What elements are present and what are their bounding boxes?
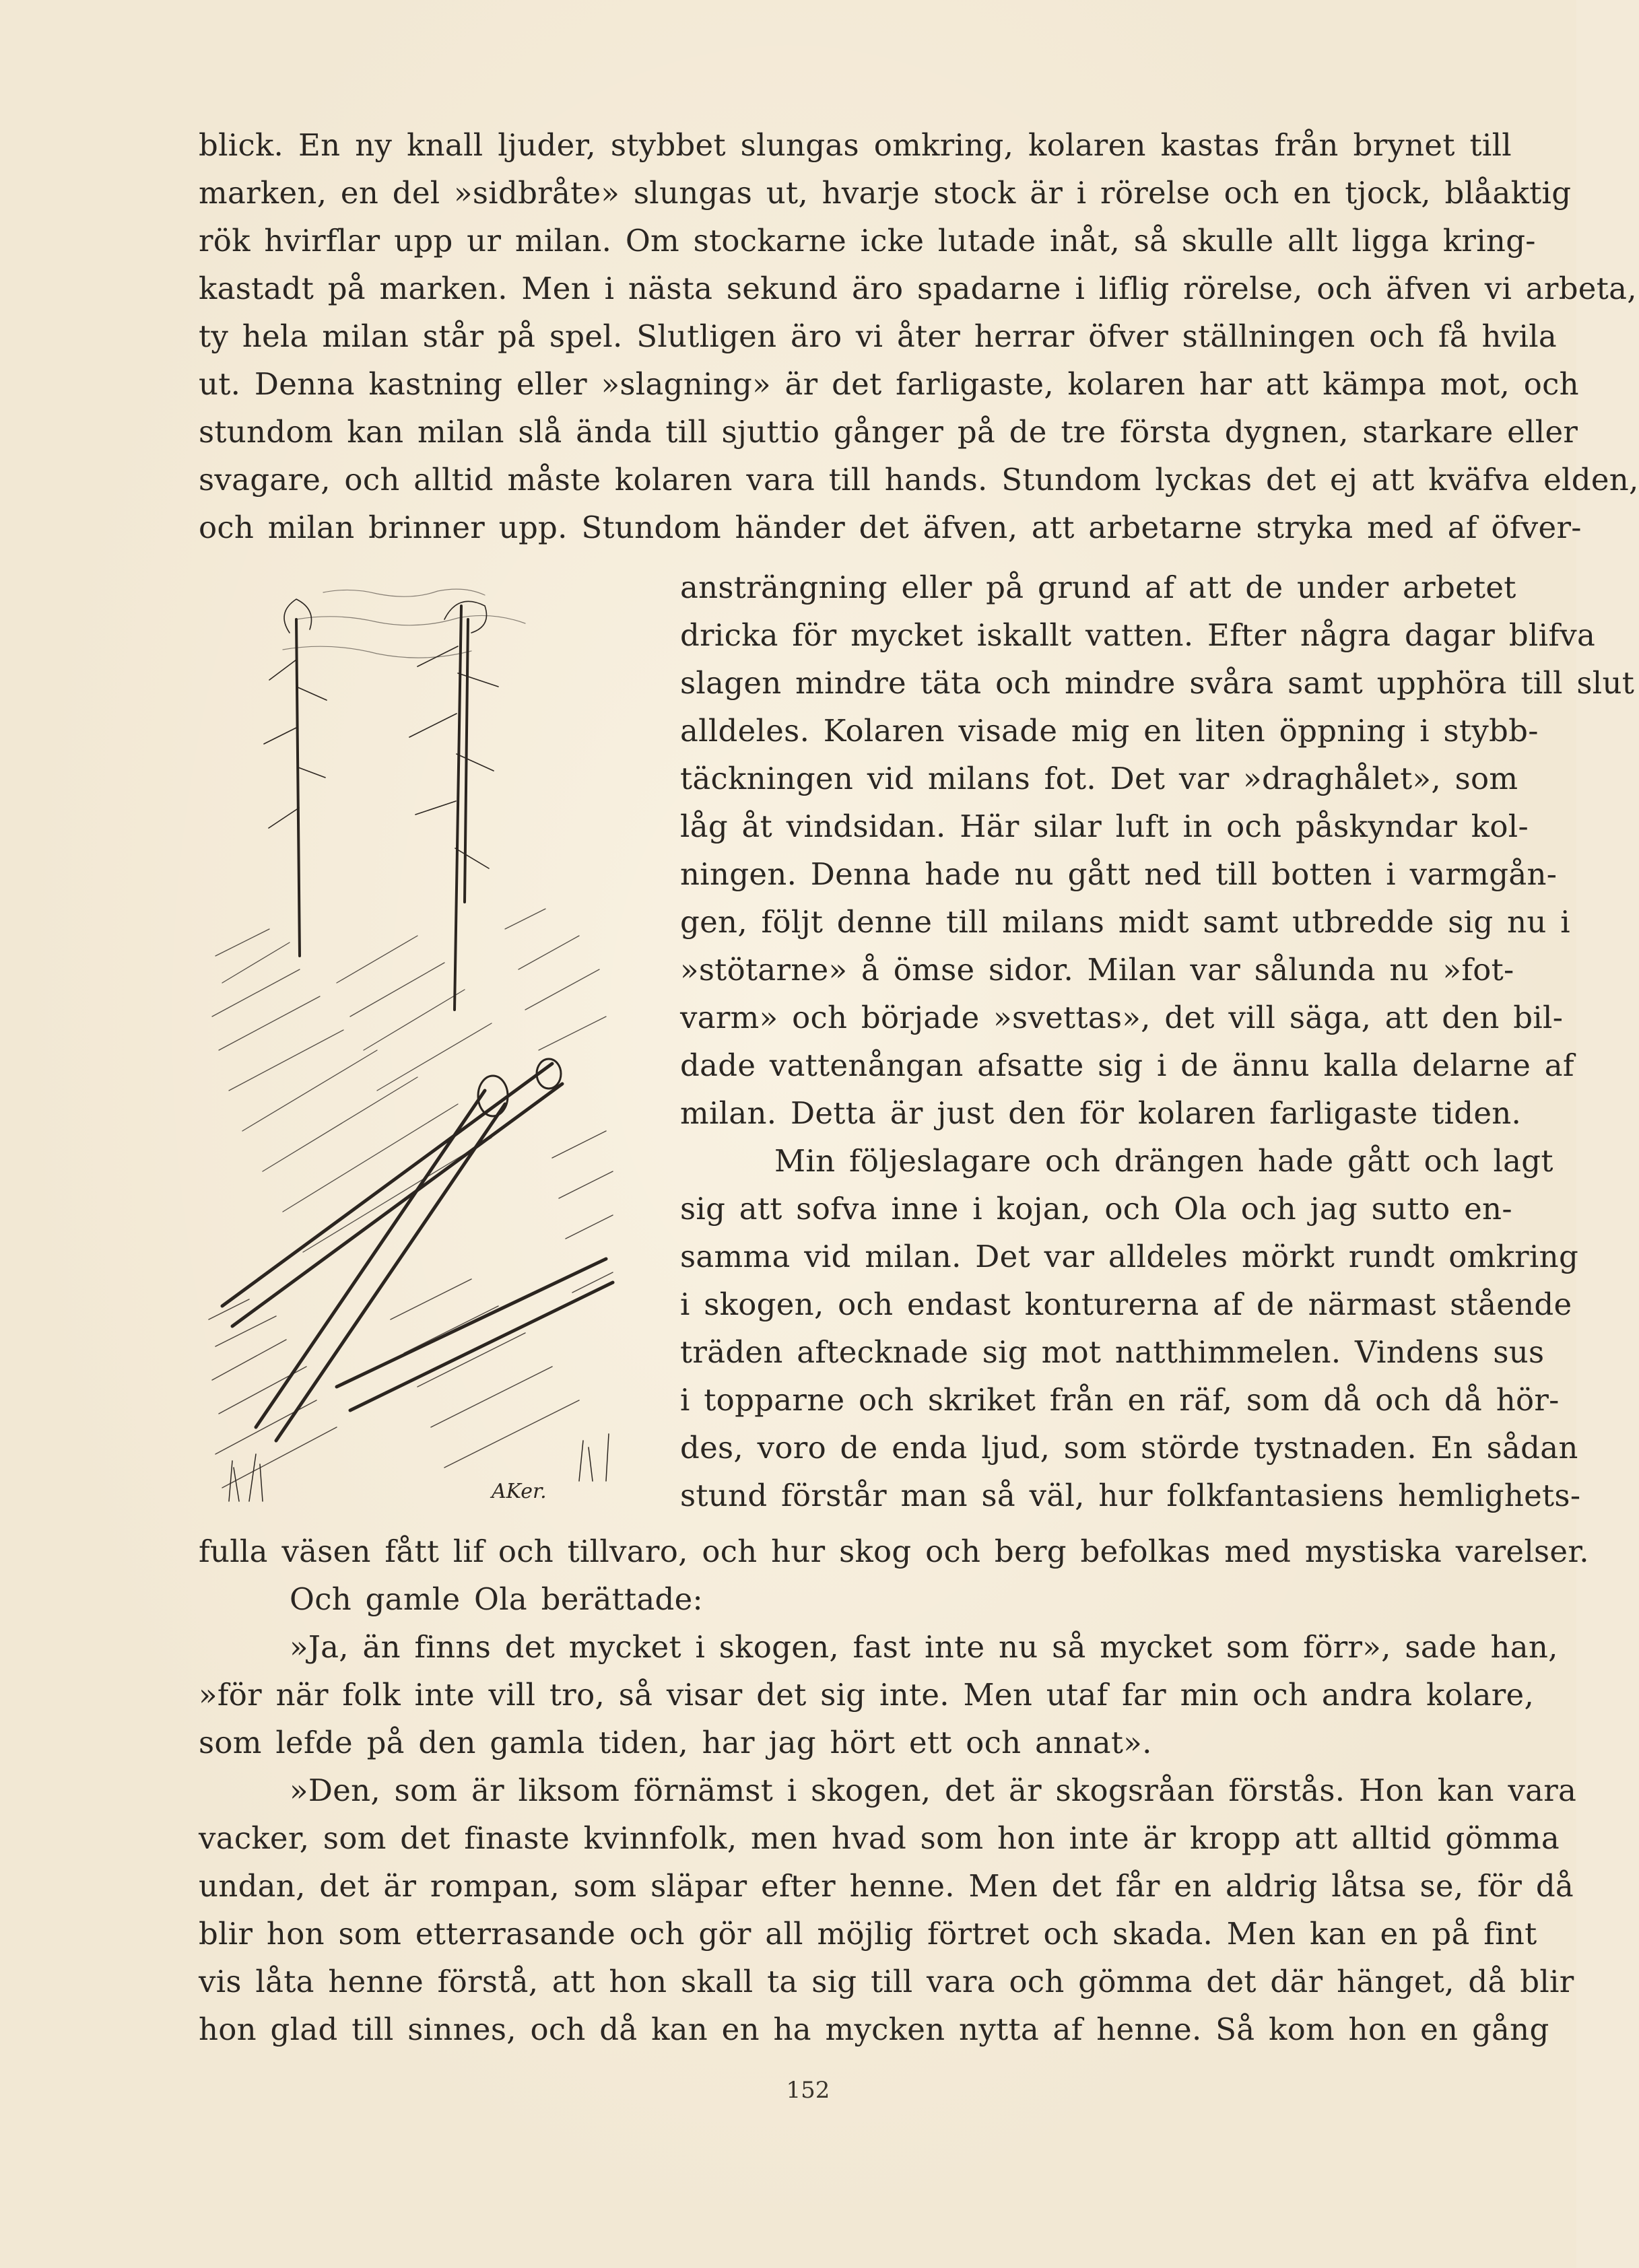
text-line: undan, det är rompan, som släpar efter henne. Men det får en aldrig låtsa se, för då — [199, 1868, 1574, 1904]
side-paragraph — [680, 563, 1635, 1519]
text-line: stund förstår man så väl, hur folkfantasiens hemlighets- — [680, 1478, 1581, 1513]
text-line: »stötarne» å ömse sidor. Milan var sålunda nu »fot- — [680, 952, 1514, 988]
text-line: ut. Denna kastning eller »slagning» är det farligaste, kolaren har att kämpa mot, och — [199, 366, 1579, 402]
text-line: marken, en del »sidbråte» slungas ut, hvarje stock är i rörelse och en tjock, blåaktig — [199, 175, 1572, 211]
text-line: kastadt på marken. Men i nästa sekund äro spadarne i liflig rörelse, och äfven vi arbeta, — [199, 271, 1637, 306]
text-line: Min följeslagare och drängen hade gått och lagt — [774, 1143, 1553, 1179]
bottom-paragraph — [199, 1527, 1589, 2053]
text-line: sig att sofva inne i kojan, och Ola och jag sutto en- — [680, 1191, 1512, 1227]
text-line: träden aftecknade sig mot natthimmelen. Vindens sus — [680, 1334, 1545, 1370]
text-line: i skogen, och endast konturerna af de närmast stående — [680, 1286, 1572, 1322]
text-line: stundom kan milan slå ända till sjuttio gånger på de tre första dygnen, starkare eller — [199, 414, 1578, 450]
text-line: fulla väsen fått lif och tillvaro, och hur skog och berg befolkas med mystiska varelser. — [199, 1534, 1589, 1569]
text-line: blir hon som etterrasande och gör all möjlig förtret och skada. Men kan en på fint — [199, 1916, 1537, 1952]
text-line: svagare, och alltid måste kolaren vara till hands. Stundom lyckas det ej att kväfva elden, — [199, 462, 1639, 497]
text-line: Och gamle Ola berättade: — [290, 1581, 704, 1617]
text-line: i topparne och skriket från en räf, som då och då hör- — [680, 1382, 1560, 1418]
text-line: rök hvirflar upp ur milan. Om stockarne icke lutade inåt, så skulle allt ligga kring- — [199, 223, 1536, 259]
text-line: milan. Detta är just den för kolaren farligaste tiden. — [680, 1095, 1522, 1131]
text-line: gen, följt denne till milans midt samt utbredde sig nu i — [680, 904, 1570, 940]
text-line: »för när folk inte vill tro, så visar det sig inte. Men utaf far min och andra kolare, — [199, 1677, 1535, 1713]
text-line: »Ja, än finns det mycket i skogen, fast inte nu så mycket som förr», sade han, — [290, 1629, 1558, 1665]
text-line: och milan brinner upp. Stundom händer det äfven, att arbetarne stryka med af öfver- — [199, 510, 1582, 545]
artist-signature: AKer. — [492, 1480, 547, 1503]
text-line: samma vid milan. Det var alldeles mörkt rundt omkring — [680, 1239, 1579, 1274]
text-line: ty hela milan står på spel. Slutligen äro vi åter herrar öfver ställningen och få hvila — [199, 318, 1558, 354]
text-line: des, voro de enda ljud, som störde tystnaden. En sådan — [680, 1430, 1578, 1466]
text-line: hon glad till sinnes, och då kan en ha mycken nytta af henne. Så kom hon en gång — [199, 2012, 1549, 2047]
text-line: blick. En ny knall ljuder, stybbet slungas omkring, kolaren kastas från brynet till — [199, 127, 1512, 163]
page-number: 152 — [786, 2077, 830, 2104]
text-line: varm» och började »svettas», det vill säga, att den bil- — [680, 1000, 1564, 1035]
text-line: dricka för mycket iskallt vatten. Efter några dagar blifva — [680, 617, 1596, 653]
text-line: dade vattenångan afsatte sig i de ännu kalla delarne af — [680, 1047, 1574, 1083]
top-paragraph — [199, 121, 1639, 551]
forest-illustration — [202, 579, 630, 1505]
text-line: täckningen vid milans fot. Det var »draghålet», som — [680, 761, 1518, 796]
text-line: låg åt vindsidan. Här silar luft in och påskyndar kol- — [680, 809, 1529, 844]
text-line: »Den, som är liksom förnämst i skogen, det är skogsråan förstås. Hon kan vara — [290, 1773, 1577, 1808]
text-line: slagen mindre täta och mindre svåra samt upphöra till slut — [680, 665, 1635, 701]
text-line: alldeles. Kolaren visade mig en liten öppning i stybb- — [680, 713, 1539, 749]
text-line: som lefde på den gamla tiden, har jag hört ett och annat». — [199, 1725, 1152, 1760]
text-line: vacker, som det finaste kvinnfolk, men hvad som hon inte är kropp att alltid gömma — [199, 1820, 1560, 1856]
text-line: vis låta henne förstå, att hon skall ta sig till vara och gömma det där hänget, då blir — [199, 1964, 1574, 1999]
text-line: ningen. Denna hade nu gått ned till botten i varmgån- — [680, 856, 1558, 892]
text-line: ansträngning eller på grund af att de under arbetet — [680, 570, 1516, 605]
